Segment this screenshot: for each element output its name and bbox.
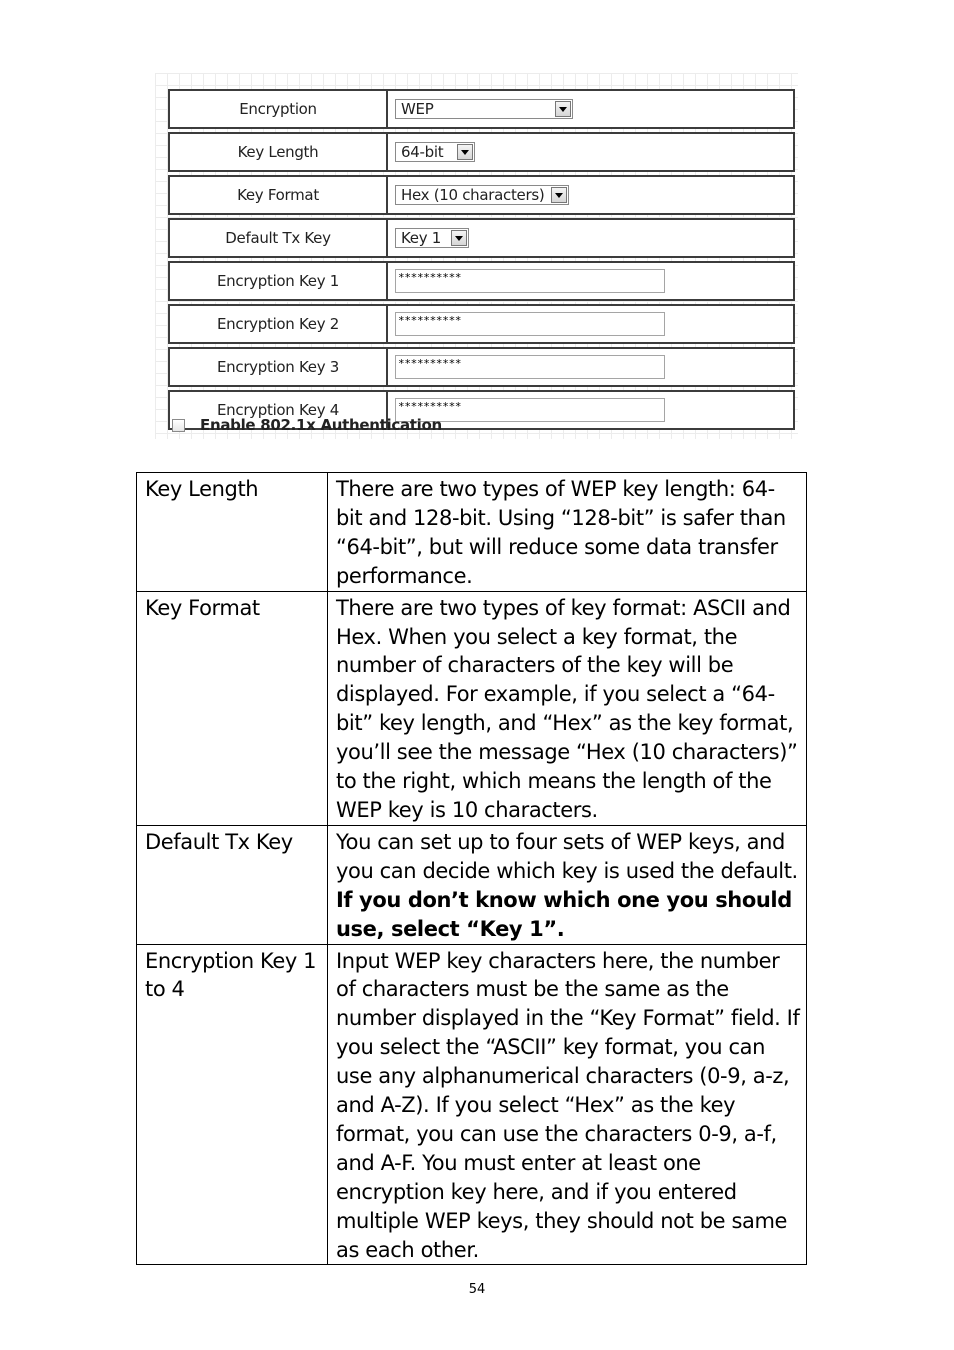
description-row — [137, 591, 807, 825]
enable-8021x-option[interactable] — [172, 416, 442, 434]
encryption-key-2-input[interactable]: ********** — [395, 312, 665, 336]
description-row — [137, 825, 807, 944]
encryption-label: Encryption — [168, 89, 388, 129]
settings-row-encryption-key-2 — [168, 304, 795, 344]
term-default-tx-key: Default Tx Key — [137, 825, 328, 944]
key-length-label: Key Length — [168, 132, 388, 172]
term-encryption-key: Encryption Key 1 to 4 — [137, 944, 328, 1265]
encryption-key-1-input[interactable]: ********** — [395, 269, 665, 293]
encryption-key-3-label: Encryption Key 3 — [168, 347, 388, 387]
encryption-select[interactable]: WEP — [395, 99, 573, 119]
chevron-down-icon — [551, 187, 567, 203]
encryption-key-2-label: Encryption Key 2 — [168, 304, 388, 344]
wep-settings-table — [168, 86, 795, 433]
default-tx-key-select[interactable]: Key 1 — [395, 228, 469, 248]
chevron-down-icon — [451, 230, 467, 246]
key-format-label: Key Format — [168, 175, 388, 215]
description-row — [137, 473, 807, 592]
settings-row-encryption-key-3 — [168, 347, 795, 387]
chevron-down-icon — [555, 101, 571, 117]
settings-row-key-length — [168, 132, 795, 172]
key-length-select[interactable]: 64-bit — [395, 142, 475, 162]
definition-key-format: There are two types of key format: ASCII and Hex. When you select a key format, the number of characters of the key will be displayed. For example, if you select a “64-bit” key length, and “Hex” as the key format, you’ll see the message “Hex (10 characters)” to the right, which means the length of the WEP key is 10 characters. — [328, 591, 807, 825]
default-tx-key-label: Default Tx Key — [168, 218, 388, 258]
definition-encryption-key: Input WEP key characters here, the number of characters must be the same as the number displayed in the “Key Format” field. If you select the “ASCII” key format, you can use any alphanumerical characters (0-9, a-z, and A-Z). If you select “Hex” as the key format, you can use the characters 0-9, a-f, and A-F. You must enter at least one encryption key here, and if you entered multiple WEP keys, they should not be same as each other. — [328, 944, 807, 1265]
enable-8021x-checkbox[interactable] — [172, 419, 185, 432]
definition-default-tx-key — [328, 825, 807, 944]
page-number: 54 — [468, 1282, 486, 1297]
settings-screenshot — [155, 73, 798, 439]
encryption-key-3-input[interactable]: ********** — [395, 355, 665, 379]
definition-default-tx-key-text: You can set up to four sets of WEP keys, and you can decide which key is used the default. — [336, 829, 798, 883]
definition-key-length: There are two types of WEP key length: 64-bit and 128-bit. Using “128-bit” is safer than “64-bit”, but will reduce some data transfer performance. — [328, 473, 807, 592]
term-key-format: Key Format — [137, 591, 328, 825]
enable-8021x-label: Enable 802.1x Authentication — [200, 416, 442, 434]
settings-row-encryption-key-1 — [168, 261, 795, 301]
description-row — [137, 944, 807, 1265]
settings-row-default-tx-key — [168, 218, 795, 258]
encryption-key-1-label: Encryption Key 1 — [168, 261, 388, 301]
chevron-down-icon — [457, 144, 473, 160]
term-key-length: Key Length — [137, 473, 328, 592]
key-format-select[interactable]: Hex (10 characters) — [395, 185, 569, 205]
encryption-key-4-input[interactable]: ********** — [395, 398, 665, 422]
definition-default-tx-key-note: If you don’t know which one you should use, select “Key 1”. — [336, 887, 792, 941]
encryption-key-4-label: Encryption Key 4 — [168, 390, 388, 430]
settings-row-encryption — [168, 89, 795, 129]
settings-row-key-format — [168, 175, 795, 215]
description-table — [136, 472, 807, 1265]
